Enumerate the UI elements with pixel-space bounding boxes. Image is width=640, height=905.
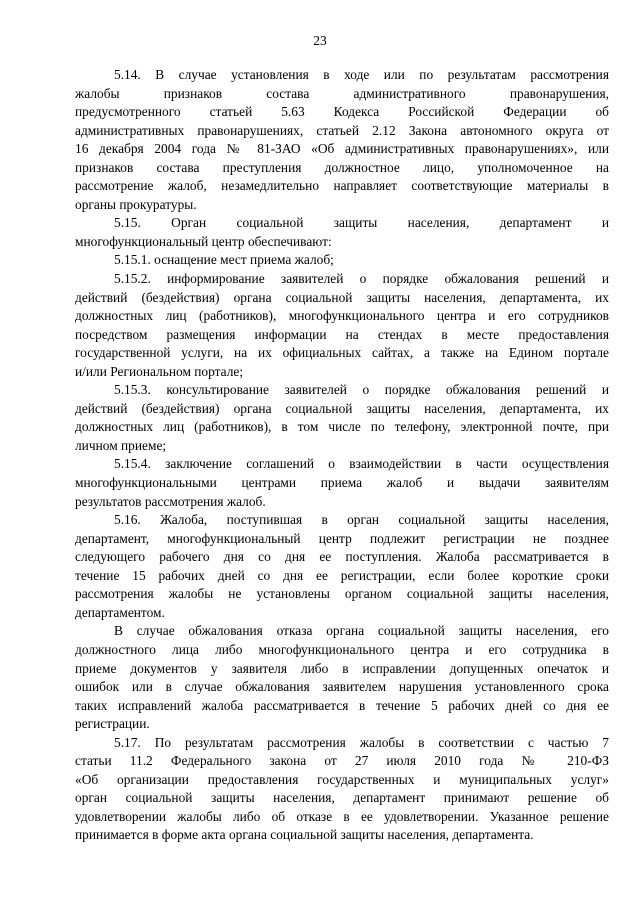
text-line: следующего рабочего дня со дня ее поступления. Жалоба рассматривается в xyxy=(75,549,609,565)
paragraph-5-15-2 xyxy=(75,270,609,381)
text-line: многофункциональный центр обеспечивают: xyxy=(75,233,332,249)
text-line: В случае обжалования отказа органа социальной защиты населения, его xyxy=(114,623,609,639)
text-line: должностного лица либо многофункционального центра и его сотрудника в xyxy=(75,641,609,657)
paragraph-5-15-4 xyxy=(75,455,609,511)
text-line: должностных лиц (работников), многофункционального центра и его сотрудников xyxy=(75,308,609,324)
text-line: рассмотрения жалобы не установлены органом социальной защиты населения, xyxy=(75,586,609,602)
text-line: 5.16. Жалоба, поступившая в орган социальной защиты населения, xyxy=(114,512,609,528)
text-line: регистрации. xyxy=(75,716,150,732)
paragraph-5-15-1 xyxy=(75,251,609,270)
text-line: 5.15.4. заключение соглашений о взаимодействии в части осуществления xyxy=(114,456,609,472)
text-line: 5.17. По результатам рассмотрения жалобы в соответствии с частью 7 xyxy=(114,734,609,750)
text-line: удовлетворении жалобы либо об отказе в ее удовлетворении. Указанное решение xyxy=(75,808,609,824)
paragraph-5-16-cont xyxy=(75,622,609,733)
document-body xyxy=(75,66,609,845)
text-line: 5.15. Орган социальной защиты населения, департамент и xyxy=(114,215,609,231)
text-line: должностных лиц (работников), в том числе по телефону, электронной почте, при xyxy=(75,419,609,435)
text-line: многофункциональными центрами приема жалоб и выдачи заявителям xyxy=(75,475,609,491)
text-line: департамент, многофункциональный центр подлежит регистрации не позднее xyxy=(75,530,609,546)
text-line: личном приеме; xyxy=(75,437,167,453)
text-line: 16 декабря 2004 года № 81-ЗАО «Об административных правонарушениях», или xyxy=(75,141,609,157)
text-line: действий (бездействия) органа социальной защиты населения, департамента, их xyxy=(75,400,609,416)
text-line: результатов рассмотрения жалоб. xyxy=(75,493,266,509)
paragraph-5-15 xyxy=(75,214,609,251)
text-line: действий (бездействия) органа социальной защиты населения, департамента, их xyxy=(75,289,609,305)
paragraph-5-16 xyxy=(75,511,609,622)
text-line: орган социальной защиты населения, департамент принимают решение об xyxy=(75,790,609,806)
text-line: административных правонарушениях, статьей 2.12 Закона автономного округа от xyxy=(75,122,609,138)
text-line: «Об организации предоставления государственных и муниципальных услуг» xyxy=(75,771,609,787)
text-line: рассмотрение жалоб, незамедлительно направляет соответствующие материалы в xyxy=(75,178,609,194)
text-line: статьи 11.2 Федерального закона от 27 июля 2010 года № 210-ФЗ xyxy=(75,753,609,769)
paragraph-5-17 xyxy=(75,734,609,845)
text-line: посредством размещения информации на стендах в месте предоставления xyxy=(75,326,609,342)
text-line: признаков состава преступления должностное лицо, уполномоченное на xyxy=(75,159,609,175)
text-line: органы прокуратуры. xyxy=(75,196,197,212)
text-line: 5.15.1. оснащение мест приема жалоб; xyxy=(114,252,334,268)
text-line: государственной услуги, на их официальных сайтах, а также на Едином портале xyxy=(75,345,609,361)
text-line: департаментом. xyxy=(75,604,165,620)
text-line: 5.15.2. информирование заявителей о порядке обжалования решений и xyxy=(114,271,609,287)
text-line: предусмотренного статьей 5.63 Кодекса Российской Федерации об xyxy=(75,104,609,120)
text-line: ошибок или в случае обжалования заявителем нарушения установленного срока xyxy=(75,679,609,695)
text-line: жалобы признаков состава административного правонарушения, xyxy=(75,85,609,101)
text-line: таких исправлений жалоба рассматривается в течение 5 рабочих дней со дня ее xyxy=(75,697,609,713)
page-number: 23 xyxy=(313,33,327,48)
text-line: 5.15.3. консультирование заявителей о порядке обжалования решений и xyxy=(114,382,609,398)
text-line: 5.14. В случае установления в ходе или по результатам рассмотрения xyxy=(114,67,609,82)
paragraph-5-15-3 xyxy=(75,381,609,455)
text-line: течение 15 рабочих дней со дня ее регистрации, если более короткие сроки xyxy=(75,567,609,583)
text-line: принимается в форме акта органа социальной защиты населения, департамента. xyxy=(75,827,534,843)
text-line: приеме документов у заявителя либо в исправлении допущенных опечаток и xyxy=(75,660,609,676)
paragraph-5-14 xyxy=(75,66,609,214)
text-line: и/или Региональном портале; xyxy=(75,363,244,379)
